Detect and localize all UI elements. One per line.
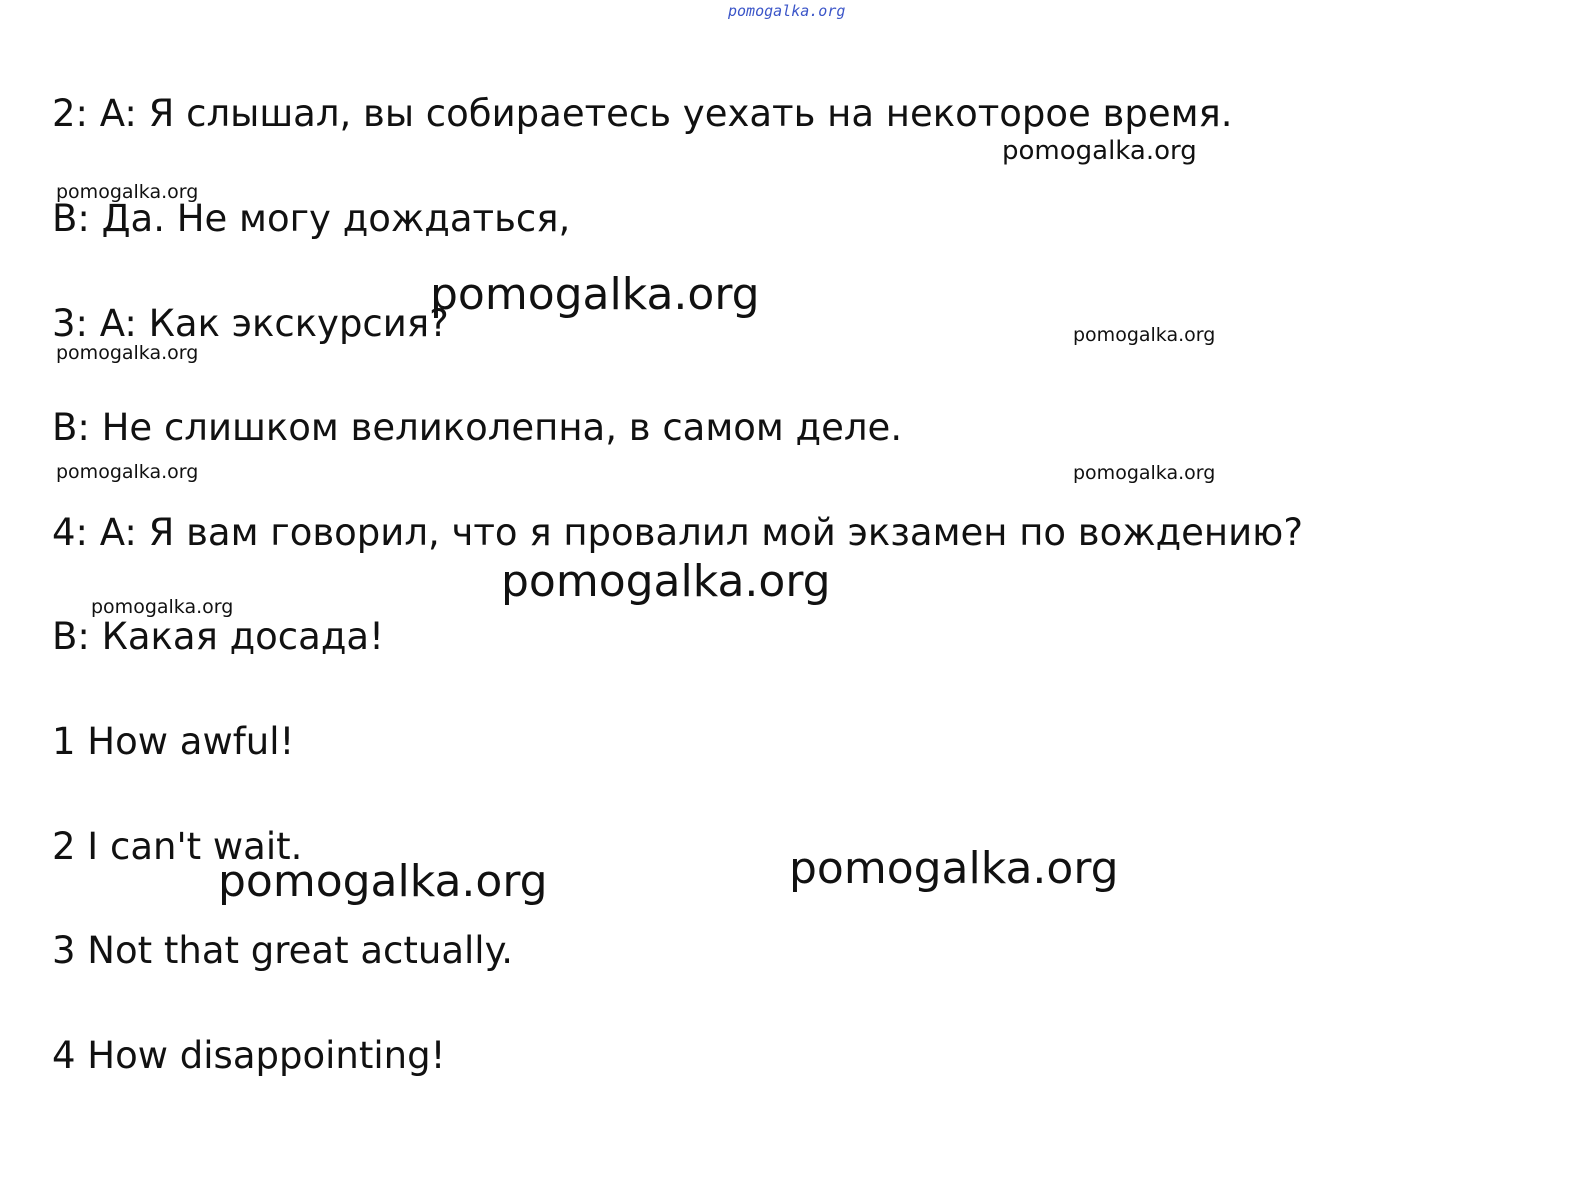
dialogue-line: B: Какая досада! [52,615,384,658]
watermark: pomogalka.org [56,181,199,203]
dialogue-line: 2: A: Я слышал, вы собираетесь уехать на некоторое время. [52,92,1233,135]
watermark: pomogalka.org [430,269,760,320]
watermark: pomogalka.org [218,856,548,907]
dialogue-line: 4: A: Я вам говорил, что я провалил мой экзамен по вождению? [52,511,1303,554]
dialogue-line: B: Не слишком великолепна, в самом деле. [52,406,903,449]
answer-line: 3 Not that great actually. [52,929,513,972]
watermark: pomogalka.org [789,843,1119,894]
header-watermark: pomogalka.org [728,2,846,20]
dialogue-line: 3: A: Как экскурсия? [52,302,449,345]
watermark: pomogalka.org [56,461,199,483]
watermark: pomogalka.org [91,596,234,618]
answer-line: 4 How disappointing! [52,1034,446,1077]
watermark: pomogalka.org [1073,462,1216,484]
watermark: pomogalka.org [501,556,831,607]
watermark: pomogalka.org [1073,324,1216,346]
watermark: pomogalka.org [1002,136,1197,166]
dialogue-line: B: Да. Не могу дождаться, [52,197,571,240]
watermark: pomogalka.org [56,342,199,364]
answer-line: 1 How awful! [52,720,295,763]
answer-line: 2 I can't wait. [52,825,303,868]
